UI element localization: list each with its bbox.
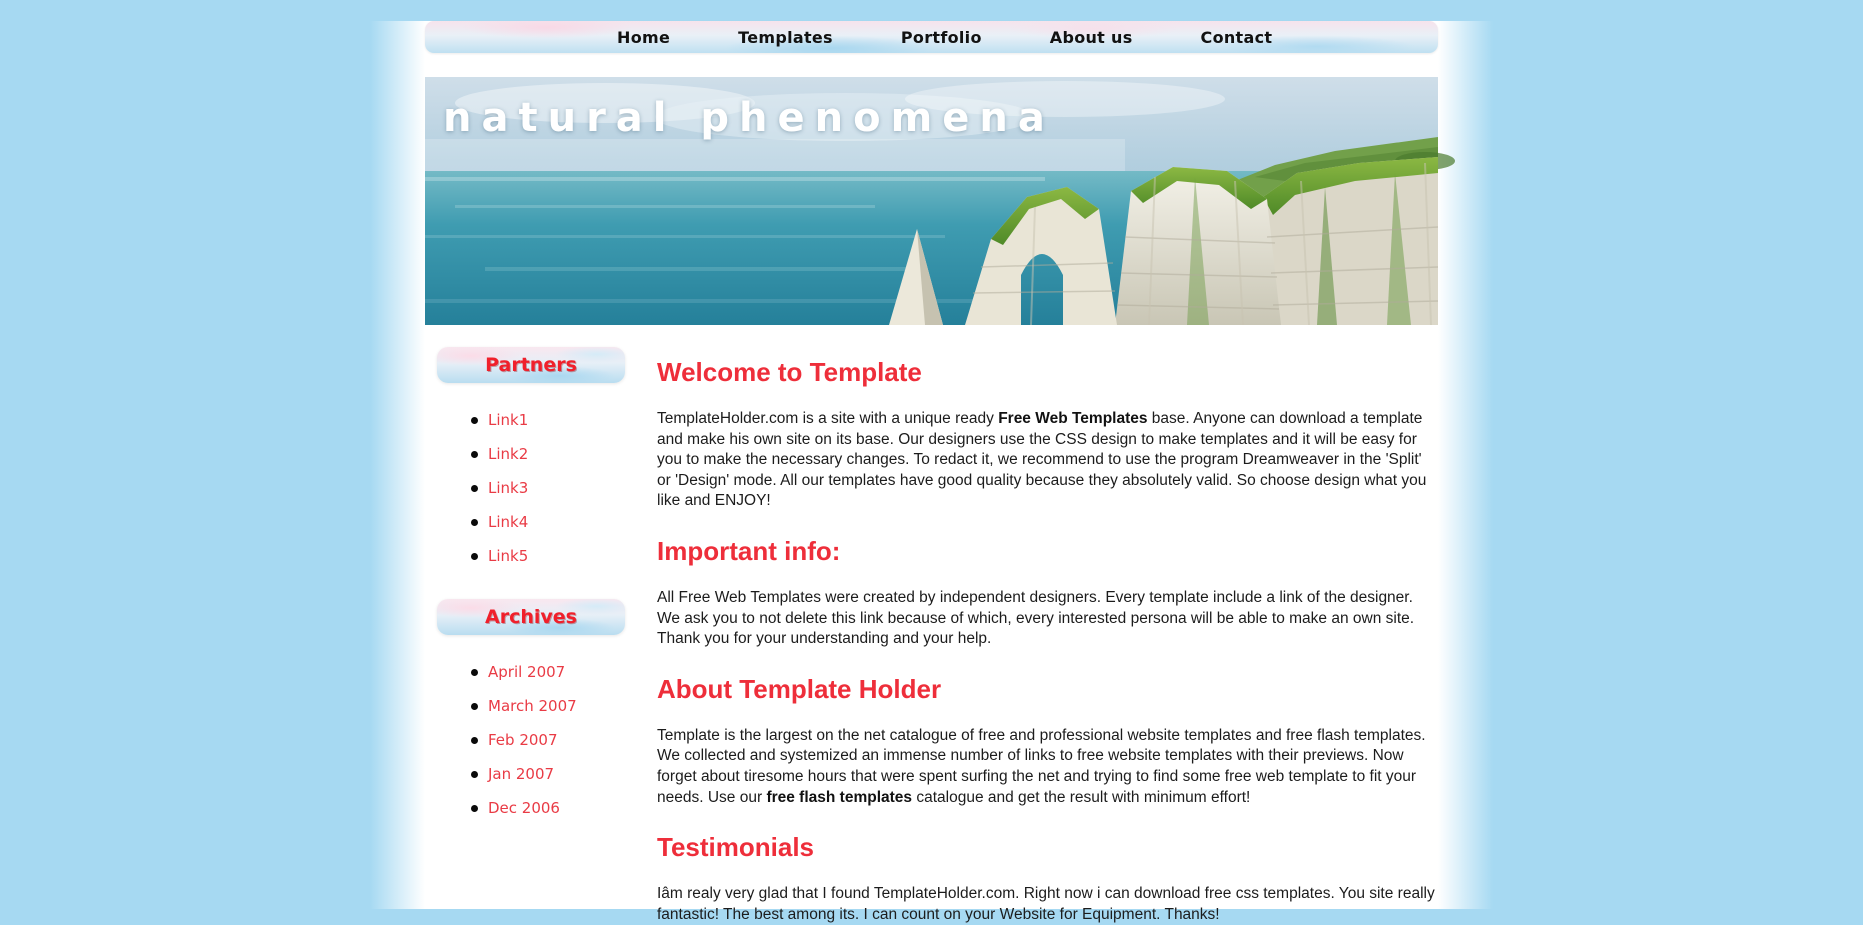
sidebar-heading-label: Archives xyxy=(485,606,577,628)
section-paragraph xyxy=(657,884,1435,925)
sidebar-heading-partners xyxy=(437,347,625,383)
section-heading-important-info: Important info: xyxy=(657,535,841,566)
nav-item-about-us[interactable]: About us xyxy=(1049,27,1133,47)
sidebar xyxy=(425,325,657,925)
bullet-icon xyxy=(471,553,478,560)
sidebar-link-link3[interactable]: Link3 xyxy=(488,479,529,497)
top-navigation xyxy=(425,21,1438,53)
section-heading-testimonials: Testimonials xyxy=(657,832,815,863)
site-title: natural phenomena xyxy=(443,95,1055,141)
sidebar-heading-label: Partners xyxy=(485,354,577,376)
list-item xyxy=(425,689,657,723)
section-paragraph xyxy=(657,588,1435,650)
nav-item-templates[interactable]: Templates xyxy=(738,27,833,47)
sidebar-link-link5[interactable]: Link5 xyxy=(488,547,529,565)
paragraph-text: Iâm realy very glad that I found TemplateHolder.com. Right now i can download free css templates. You site really fantastic! The best among its. I can count on your Website for Equipment. Thanks! xyxy=(657,885,1435,923)
content-column xyxy=(425,21,1438,925)
bullet-icon xyxy=(471,485,478,492)
sidebar-heading-archives xyxy=(437,599,625,635)
paragraph-text: Template is the largest on the net catalogue of free and professional website templates and free flash templates. We collected and systemized an immense number of links to free website templates with their previews. Now forget about tiresome hours that were spent surfing the net and trying to find some free web template to fit your needs. Use our xyxy=(657,726,1426,806)
bullet-icon xyxy=(471,805,478,812)
nav-item-contact[interactable]: Contact xyxy=(1200,27,1273,47)
sidebar-link-link2[interactable]: Link2 xyxy=(488,445,529,463)
archives-list xyxy=(425,655,657,825)
list-item xyxy=(425,437,657,471)
bullet-icon xyxy=(471,451,478,458)
nav-item-portfolio[interactable]: Portfolio xyxy=(900,27,982,47)
list-item xyxy=(425,723,657,757)
nav-item-home[interactable]: Home xyxy=(617,27,671,47)
list-item xyxy=(425,403,657,437)
section-paragraph xyxy=(657,726,1435,808)
sidebar-link-dec-2006[interactable]: Dec 2006 xyxy=(488,799,560,817)
paragraph-text: TemplateHolder.com is a site with a unique ready xyxy=(657,410,999,427)
paragraph-bold-text: Free Web Templates xyxy=(998,410,1148,427)
sidebar-link-april-2007[interactable]: April 2007 xyxy=(488,663,566,681)
section-heading-welcome: Welcome to Template xyxy=(657,357,922,387)
paragraph-bold-text: free flash templates xyxy=(766,788,913,806)
sidebar-link-link4[interactable]: Link4 xyxy=(488,513,529,531)
sidebar-link-march-2007[interactable]: March 2007 xyxy=(488,697,577,715)
paragraph-text: catalogue and get the result with minimum effort! xyxy=(912,788,1251,806)
list-item xyxy=(425,757,657,791)
bullet-icon xyxy=(471,737,478,744)
bullet-icon xyxy=(471,417,478,424)
list-item xyxy=(425,655,657,689)
list-item xyxy=(425,471,657,505)
page-background xyxy=(370,21,1493,923)
bullet-icon xyxy=(471,771,478,778)
header-banner-image xyxy=(425,77,1438,325)
list-item xyxy=(425,791,657,825)
bullet-icon xyxy=(471,519,478,526)
sidebar-link-feb-2007[interactable]: Feb 2007 xyxy=(488,731,558,749)
sidebar-link-jan-2007[interactable]: Jan 2007 xyxy=(488,765,555,783)
list-item xyxy=(425,505,657,539)
paragraph-text: base. Anyone can download a template and make his own site on its base. Our designers use the CSS design to make templates and it will be easy for you to make the necessary changes. To redact it, we recommend to use the program Dreamweaver in the 'Split' or 'Design' mode. All our templates have good quality because they absolutely valid. So choose design what you like and ENJOY! xyxy=(657,410,1427,510)
bullet-icon xyxy=(471,669,478,676)
section-paragraph xyxy=(657,409,1435,512)
list-item xyxy=(425,539,657,573)
partners-list xyxy=(425,403,657,573)
body-columns xyxy=(425,325,1438,925)
sidebar-link-link1[interactable]: Link1 xyxy=(488,411,529,429)
section-heading-about-template-holder: About Template Holder xyxy=(657,673,942,704)
bullet-icon xyxy=(471,703,478,710)
main-content xyxy=(657,325,1438,925)
paragraph-text: All Free Web Templates were created by independent designers. Every template include a link of the designer. We ask you to not delete this link because of which, every interested persona will be able to make an own site. Thank you for your understanding and your help. xyxy=(657,588,1415,648)
